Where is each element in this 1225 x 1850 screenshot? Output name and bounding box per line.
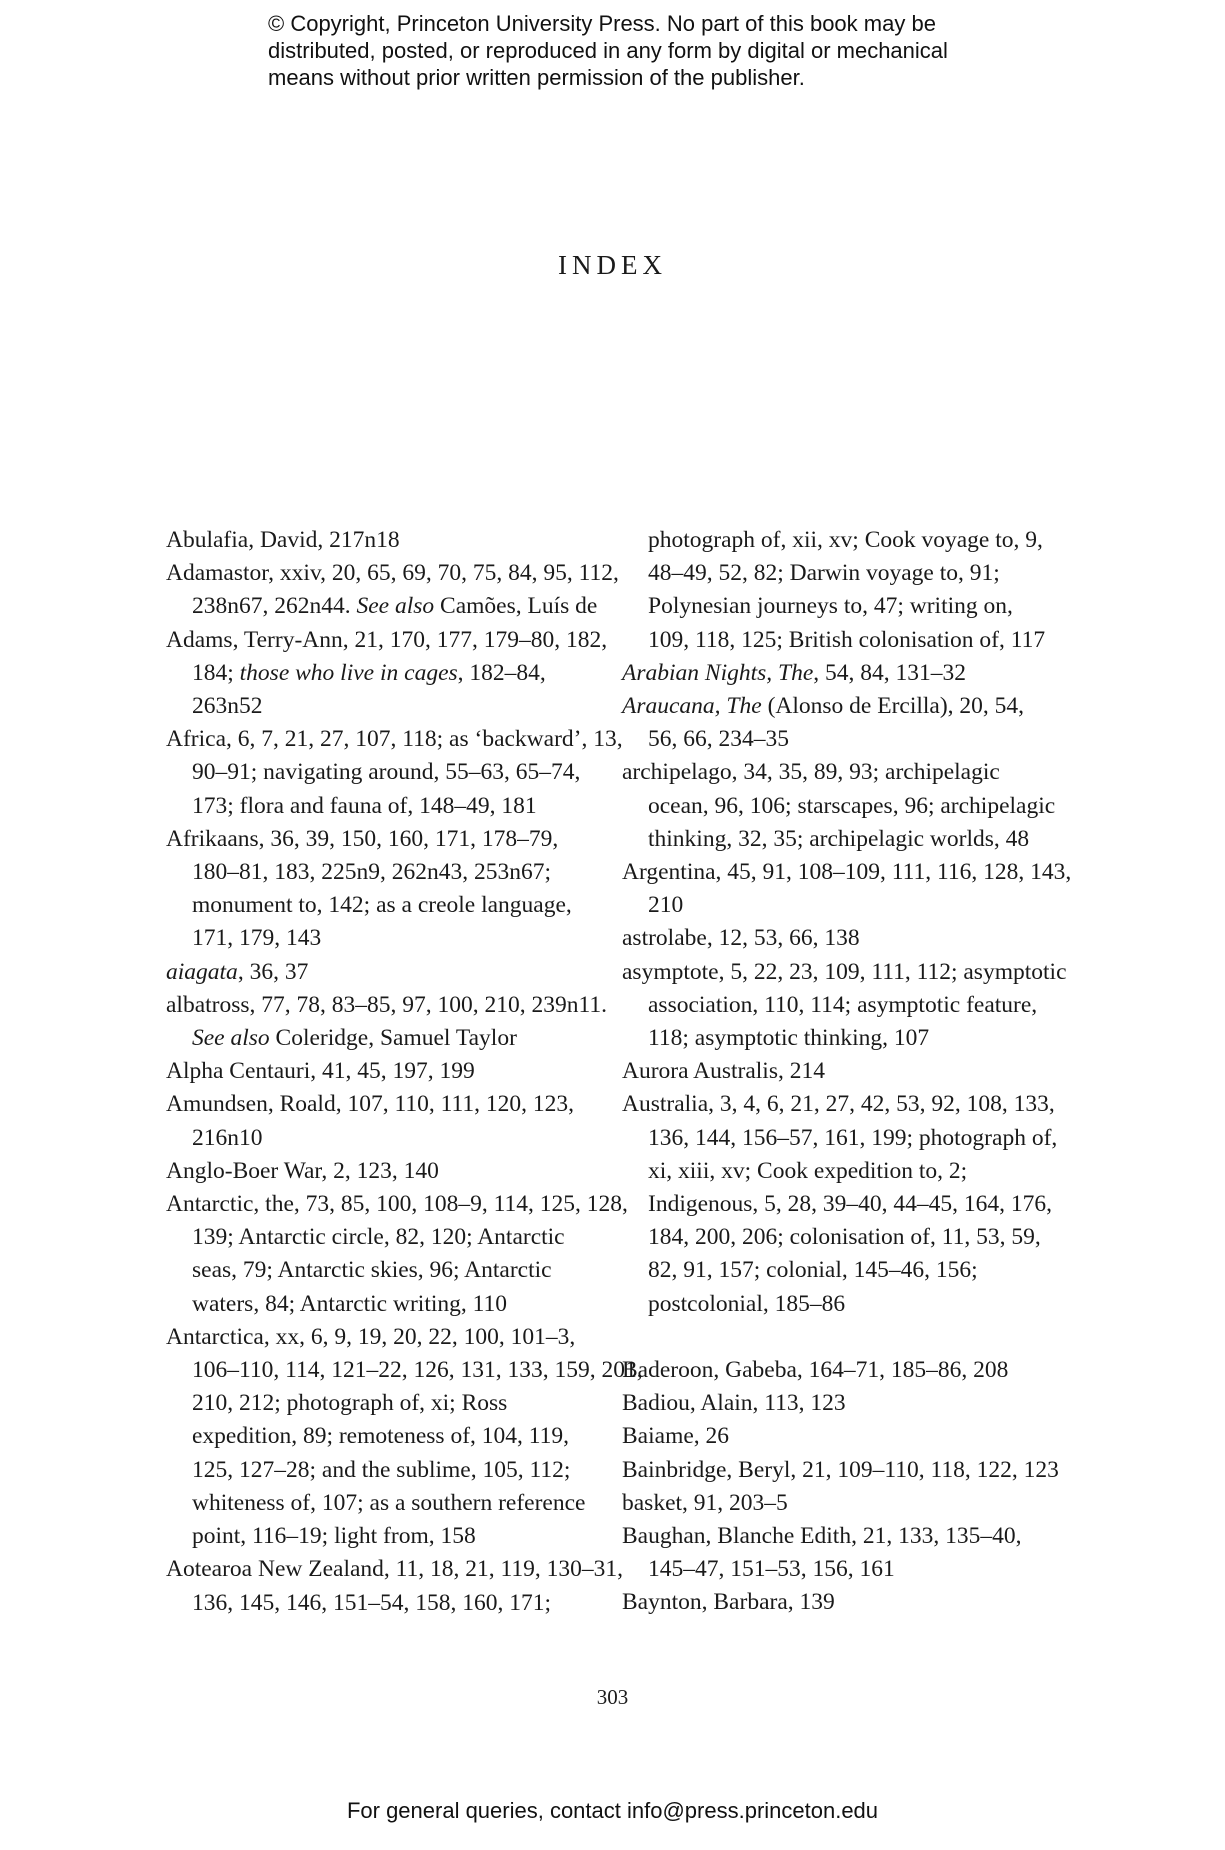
index-entry-line: Amundsen, Roald, 107, 110, 111, 120, 123, — [166, 1091, 574, 1118]
index-entry-line: postcolonial, 185–86 — [648, 1290, 846, 1317]
copyright-line: © Copyright, Princeton University Press. No part of this book may be — [268, 11, 936, 36]
index-entry-line: 173; flora and fauna of, 148–49, 181 — [192, 792, 537, 819]
index-entry-line: waters, 84; Antarctic writing, 110 — [192, 1290, 508, 1317]
index-entry — [622, 1088, 1058, 1320]
index-entry-line: 184, 200, 206; colonisation of, 11, 53, 59, — [648, 1224, 1041, 1251]
index-entry-line: Abulafia, David, 217n18 — [166, 527, 400, 553]
index-entry-line: Bainbridge, Beryl, 21, 109–110, 118, 122, 123 — [622, 1456, 1059, 1483]
page-title: INDEX — [558, 250, 667, 280]
index-entry-line: 48–49, 52, 82; Darwin voyage to, 91; — [648, 560, 1000, 587]
index-entry — [622, 1520, 1052, 1586]
index-entry-line: basket, 91, 203–5 — [622, 1489, 788, 1516]
index-entry — [166, 1055, 586, 1088]
index-entry-line: 263n52 — [192, 693, 263, 720]
index-entry-line: point, 116–19; light from, 158 — [192, 1523, 476, 1550]
index-entry — [166, 524, 586, 557]
index-entry-line: Aotearoa New Zealand, 11, 18, 21, 119, 130–31, — [166, 1556, 624, 1583]
index-entry-line: 139; Antarctic circle, 82, 120; Antarctic — [192, 1224, 565, 1251]
index-entry — [622, 956, 1067, 1056]
index-entry-line: 118; asymptotic thinking, 107 — [648, 1025, 930, 1052]
index-entry-line: Aurora Australis, 214 — [622, 1058, 825, 1085]
index-entry-line: 216n10 — [192, 1124, 263, 1151]
copyright-notice — [268, 10, 1028, 91]
footer-contact: For general queries, contact info@press.princeton.edu — [346, 1798, 879, 1823]
index-entry-line: albatross, 77, 78, 83–85, 97, 100, 210, 239n11. — [166, 991, 608, 1018]
index-entry-line: monument to, 142; as a creole language, — [192, 892, 572, 919]
index-entry-line: Baderoon, Gabeba, 164–71, 185–86, 208 — [622, 1357, 1009, 1384]
index-entry-line: 238n67, 262n44. See also Camões, Luís de — [192, 593, 598, 620]
index-entry — [622, 1055, 1052, 1088]
index-entry-line: Araucana, The (Alonso de Ercilla), 20, 54, — [622, 693, 1025, 720]
index-entry-line: archipelago, 34, 35, 89, 93; archipelagic — [622, 759, 1000, 786]
index-entry-line: xi, xiii, xv; Cook expedition to, 2; — [648, 1157, 968, 1184]
index-entry-line: photograph of, xii, xv; Cook voyage to, 9, — [648, 527, 1043, 553]
index-entry-line: Arabian Nights, The, 54, 84, 131–32 — [622, 659, 967, 686]
index-entry-line: 109, 118, 125; British colonisation of, 117 — [648, 626, 1046, 653]
index-entry-line: 171, 179, 143 — [192, 925, 322, 952]
index-entry-line: Afrikaans, 36, 39, 150, 160, 171, 178–79, — [166, 825, 559, 852]
index-entry — [166, 1188, 628, 1321]
index-entry-line: 136, 145, 146, 151–54, 158, 160, 171; — [192, 1589, 552, 1616]
page-number: 303 — [596, 1685, 629, 1709]
copyright-line: means without prior written permission of the publisher. — [268, 65, 805, 90]
index-entry — [166, 823, 586, 956]
index-entry-line: Australia, 3, 4, 6, 21, 27, 42, 53, 92, 108, 133, — [622, 1091, 1055, 1118]
index-entry — [166, 1155, 586, 1188]
index-entry-line: 210, 212; photograph of, xi; Ross — [192, 1390, 508, 1417]
index-entry-line: Baughan, Blanche Edith, 21, 133, 135–40, — [622, 1523, 1022, 1550]
index-entry-line: Antarctica, xx, 6, 9, 19, 20, 22, 100, 101–3, — [166, 1323, 576, 1350]
index-entry — [622, 1420, 1052, 1453]
index-entry-line: whiteness of, 107; as a southern reference — [192, 1489, 586, 1516]
index-entry-line: thinking, 32, 35; archipelagic worlds, 48 — [648, 825, 1030, 852]
copyright-line: distributed, posted, or reproduced in any form by digital or mechanical — [268, 38, 948, 63]
index-entry-line: Polynesian journeys to, 47; writing on, — [648, 593, 1013, 620]
index-entry-line: 56, 66, 234–35 — [648, 726, 789, 753]
index-entry-line: 106–110, 114, 121–22, 126, 131, 133, 159, 201, — [192, 1357, 643, 1384]
index-entry — [166, 1321, 643, 1553]
index-column-right — [622, 524, 1072, 1620]
index-entry — [622, 524, 1052, 657]
index-entry-line: Adams, Terry-Ann, 21, 170, 177, 179–80, 182, — [166, 626, 608, 653]
index-entry-line: 90–91; navigating around, 55–63, 65–74, — [192, 759, 581, 786]
index-entry-line: Africa, 6, 7, 21, 27, 107, 118; as ‘backward’, 13, — [166, 726, 623, 753]
index-entry-line: Baiame, 26 — [622, 1423, 730, 1450]
index-entry — [166, 557, 619, 623]
index-entry — [166, 989, 608, 1055]
index-entry-line: See also Coleridge, Samuel Taylor — [192, 1025, 517, 1052]
index-column-left — [166, 524, 643, 1620]
index-entry — [622, 756, 1056, 856]
index-entry-line: Alpha Centauri, 41, 45, 197, 199 — [166, 1058, 475, 1085]
index-entry — [622, 856, 1072, 922]
index-entry-line: expedition, 89; remoteness of, 104, 119, — [192, 1423, 570, 1450]
index-entry-line: 82, 91, 157; colonial, 145–46, 156; — [648, 1257, 978, 1284]
index-entry-line: 184; those who live in cages, 182–84, — [192, 659, 546, 686]
index-entry — [166, 723, 623, 823]
index-entry-line: 125, 127–28; and the sublime, 105, 112; — [192, 1456, 571, 1483]
index-entry-line: 136, 144, 156–57, 161, 199; photograph of, — [648, 1124, 1058, 1151]
index-entry-line: ocean, 96, 106; starscapes, 96; archipelagic — [648, 792, 1056, 819]
index-entry-line: 180–81, 183, 225n9, 262n43, 253n67; — [192, 859, 552, 886]
index-entry — [166, 956, 586, 989]
index-entry-line: association, 110, 114; asymptotic feature, — [648, 991, 1038, 1018]
index-entry — [166, 1553, 624, 1619]
index-entry-line: asymptote, 5, 22, 23, 109, 111, 112; asymptotic — [622, 958, 1067, 985]
index-entry — [622, 922, 1052, 955]
index-entry — [622, 1487, 1052, 1520]
index-entry — [622, 1387, 1052, 1420]
index-entry — [622, 1454, 1059, 1487]
index-entry — [622, 1586, 1052, 1619]
index-entry-line: Badiou, Alain, 113, 123 — [622, 1390, 846, 1417]
index-entry-line: aiagata, 36, 37 — [166, 958, 309, 985]
index-entry-line: 210 — [648, 892, 684, 919]
index-entry-line: Adamastor, xxiv, 20, 65, 69, 70, 75, 84, 95, 112, — [166, 560, 619, 587]
index-entry-line: Anglo-Boer War, 2, 123, 140 — [166, 1157, 439, 1184]
index-entry — [622, 657, 1052, 690]
index-entry-line: astrolabe, 12, 53, 66, 138 — [622, 925, 860, 952]
index-entry-line: seas, 79; Antarctic skies, 96; Antarctic — [192, 1257, 552, 1284]
index-entry — [166, 1088, 586, 1154]
index-section-gap — [622, 1321, 1052, 1354]
index-entry — [622, 690, 1052, 756]
index-entry-line: Baynton, Barbara, 139 — [622, 1589, 835, 1616]
index-entry-line: Indigenous, 5, 28, 39–40, 44–45, 164, 176, — [648, 1191, 1053, 1218]
index-entry-line: Argentina, 45, 91, 108–109, 111, 116, 128, 143, — [622, 859, 1072, 886]
index-entry-line: Antarctic, the, 73, 85, 100, 108–9, 114, 125, 128, — [166, 1191, 628, 1218]
index-entry-line: 145–47, 151–53, 156, 161 — [648, 1556, 895, 1583]
index-entry — [166, 624, 608, 724]
index-entry — [622, 1354, 1052, 1387]
